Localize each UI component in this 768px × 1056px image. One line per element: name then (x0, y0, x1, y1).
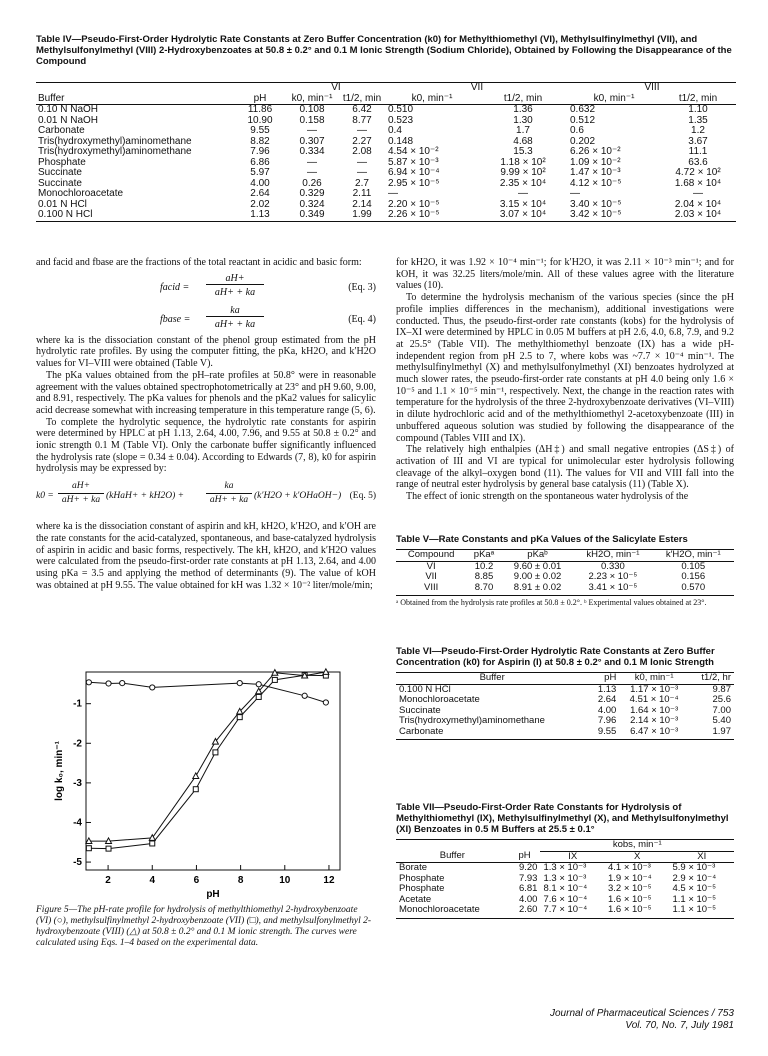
table4-cell: 8.82 (250, 135, 270, 147)
table5-block (396, 534, 734, 608)
point-circle (120, 680, 125, 685)
table4-cell: 1.10 (688, 104, 708, 115)
table7-header: Buffer (439, 850, 465, 862)
volume-info: Vol. 70, No. 7, July 1981 (625, 1020, 734, 1031)
table4-row (36, 105, 736, 116)
table4-cell: — (307, 167, 317, 178)
table6-caption: Table VI—Pseudo-First-Order Hydrolytic Rate Constants at Zero Buffer Concentration (k0) for Aspirin (I) at 50.8 ± 0.2° and 0.1 M Ionic Strength (396, 646, 715, 668)
table4-cell: — (357, 167, 367, 178)
y-tick-label: -1 (73, 698, 82, 710)
table4-group-viii: VIII (644, 82, 660, 93)
point-square (106, 846, 111, 851)
table4-cell: 0.6 (570, 125, 584, 136)
table4-cell: 0.10 N NaOH (38, 104, 99, 115)
table4-cell: 2.02 (250, 198, 270, 210)
y-tick-label: -3 (73, 777, 82, 789)
point-circle (256, 682, 261, 687)
table5-cell: 8.91 ± 0.02 (513, 581, 562, 593)
x-tick-label: 10 (279, 875, 291, 886)
table4-row (36, 126, 736, 137)
table4-cell: 0.100 N HCl (38, 209, 93, 220)
series-curve-triangle (89, 672, 326, 841)
point-square (272, 677, 277, 682)
table7-cell: 1.3 × 10⁻³ (543, 872, 587, 884)
point-circle (86, 680, 91, 685)
table4-cell: 4.00 (250, 177, 270, 189)
point-square (256, 694, 261, 699)
x-tick-label: 12 (323, 875, 335, 886)
left-paragraph-4: To complete the hydrolytic sequence, the hydrolytic rate constants for aspirin were determined by HPLC at pH 1.13, 2.64, 4.00, 7.96, and 9.55 at 50.8 ± 0.2° and ionic strength 0.1 M (Table VI). Only the carbonate buffer significantly influenced the hydrolysis rate (slope = 0.34 ± 0.04). According to Edwards (7, 8), k0 for aspirin hydrolysis may be expressed by: (36, 416, 376, 475)
x-tick-label: 4 (149, 875, 156, 886)
table5-cell: 0.105 (681, 560, 706, 572)
point-square (86, 846, 91, 851)
x-tick-label: 8 (237, 875, 244, 886)
table4-cell: 0.329 (299, 188, 325, 199)
table4-cell: 0.334 (299, 146, 325, 157)
table6-cell: 2.64 (597, 694, 617, 705)
table4-cell: 1.47 × 10⁻³ (570, 167, 621, 178)
table4-cell: 1.30 (513, 114, 533, 126)
table4-cell: 1.7 (516, 125, 530, 136)
table4-cell: 2.20 × 10⁻⁵ (388, 198, 440, 210)
left-paragraph-2: where ka is the dissociation constant of the phenol group estimated from the pH hydrolytic rate profiles. By using the computer fitting, the pKa, kH2O, and k′H2O values for VI–VIII were obtained (Table V). (36, 334, 376, 370)
table4-cell: — (693, 188, 703, 199)
table4-cell: — (307, 156, 317, 168)
table7-cell: 7.6 × 10⁻⁴ (543, 893, 588, 905)
table7-block (396, 802, 734, 919)
point-triangle (193, 773, 199, 779)
table4-cell: 2.03 × 10⁴ (674, 209, 722, 220)
table7-spanner: kobs, min⁻¹ (540, 840, 734, 852)
left-column (36, 257, 376, 591)
table6-cell: 4.51 × 10⁻⁴ (629, 694, 679, 705)
table5-cell: 3.41 × 10⁻⁵ (588, 581, 638, 593)
table7-header: XI (697, 850, 707, 862)
table5-header: Compound (407, 549, 455, 560)
table4-header: k0, min⁻¹ (291, 92, 333, 104)
table4-cell: 5.97 (250, 167, 270, 178)
table4-cell: 2.08 (352, 146, 372, 157)
x-tick-label: 2 (105, 875, 111, 886)
table4-cell: 0.01 N NaOH (38, 114, 99, 126)
table4-cell: 6.94 × 10⁻⁴ (388, 167, 440, 178)
table6-cell: Succinate (399, 704, 441, 716)
table6-cell: 0.100 N HCl (399, 683, 451, 695)
table4-cell: 11.1 (688, 146, 708, 157)
table4-cell: Carbonate (38, 125, 85, 136)
table4-row (36, 116, 736, 127)
table4-cell: 0.4 (388, 125, 402, 136)
table6-cell: 1.64 × 10⁻³ (630, 704, 679, 716)
table5-footnote: ᵃ Obtained from the hydrolysis rate profiles at 50.8 ± 0.2°. ᵇ Experimental values obtained at 23°. (396, 598, 707, 607)
table7-cell: 4.00 (518, 893, 538, 905)
table4-cell: 7.96 (250, 146, 270, 157)
table7-row (396, 884, 734, 895)
table4-header: k0, min⁻¹ (593, 92, 635, 104)
table5-cell: 8.85 (474, 571, 494, 582)
table4-cell: Succinate (38, 167, 82, 178)
table7 (396, 839, 734, 919)
table4-cell: Monochloroacetate (38, 188, 124, 199)
left-paragraph-1: and facid and fbase are the fractions of the total reactant in acidic and basic form: (36, 257, 362, 268)
table4-cell: 2.64 (250, 188, 270, 199)
point-circle (150, 685, 155, 690)
table7-cell: Monochloroacetate (399, 904, 480, 915)
table4-cell: 0.349 (299, 209, 325, 220)
table4-cell: 4.54 × 10⁻² (388, 146, 439, 157)
table4-group-vii: VII (470, 82, 484, 93)
left-paragraph-5: where ka is the dissociation constant of aspirin and kH, kH2O, k′H2O, and k′OH are the rate constants for the acid-catalyzed, spontaneous, and base-catalyzed hydrolysis of aspirin in acidic and basic forms, respectively. The kH, kH2O, and k′H2O values were calculated from the pseudo-first-order rate constants at pH 1.13, 2.64, and 4.00 using pKa = 3.5 and applying the method of determinants (9). The value of kOH was obtained at pH 9.55. The value obtained for kH was 1.32 × 10⁻² liter/mole/min; (36, 521, 376, 591)
table7-row (396, 905, 734, 916)
table4-cell: 3.67 (688, 135, 708, 147)
table7-cell: 1.1 × 10⁻⁵ (672, 893, 717, 905)
table4-cell: Phosphate (38, 156, 86, 168)
table4-cell: 3.15 × 10⁴ (499, 198, 547, 210)
table4-cell: 1.68 × 10⁴ (674, 177, 722, 189)
table4-cell: — (570, 188, 580, 199)
table4-cell: 1.35 (688, 114, 708, 126)
table4-cell: 1.18 × 10² (500, 156, 546, 168)
table4-cell: 1.2 (691, 125, 705, 136)
point-square (213, 750, 218, 755)
table4 (36, 82, 736, 224)
table4-cell: 2.95 × 10⁻⁵ (388, 177, 440, 189)
table6-cell: 5.40 (712, 715, 731, 726)
table4-cell: 2.04 × 10⁴ (674, 198, 722, 210)
x-axis-label: pH (206, 889, 220, 900)
table4-cell: 6.26 × 10⁻² (570, 146, 621, 157)
table7-cell: 4.5 × 10⁻⁵ (672, 883, 717, 894)
table7-cell: Phosphate (399, 872, 445, 884)
figure-5-chart (48, 664, 348, 902)
table5-cell: 0.570 (681, 581, 706, 593)
table4-row (36, 147, 736, 158)
table7-caption: Table VII—Pseudo-First-Order Rate Constants for Hydrolysis of Methylthiomethyl (IX), Methylsulfinylmethyl (X), and Methylsulfonylmethyl (XI) Benzoates in 0.5 M Buffers at 25.5 ± 0.1° (396, 802, 729, 835)
table4-header: t1/2, min (342, 92, 382, 104)
page-footer (550, 1008, 734, 1032)
table5-header: k′H2O, min⁻¹ (665, 549, 721, 560)
table6-row (396, 695, 734, 706)
table5 (396, 549, 734, 596)
equation-5: k0 = aH+ aH+ + ka (kHaH+ + kH2O) + ka aH+ + ka (k′H2O + k′OHaOH−) (Eq. 5) (36, 481, 376, 506)
table5-cell: 10.2 (474, 560, 494, 572)
table7-cell: 1.9 × 10⁻⁴ (607, 872, 652, 884)
table5-cell: 0.156 (681, 571, 706, 582)
table5-row (396, 583, 734, 594)
table4-cell: 0.108 (299, 104, 325, 115)
table4-cell: 0.523 (388, 114, 414, 126)
table4-cell: 1.36 (513, 104, 533, 115)
table5-cell: 9.00 ± 0.02 (513, 571, 562, 582)
table7-cell: 7.93 (518, 872, 538, 884)
point-square (237, 715, 242, 720)
table7-cell: 1.1 × 10⁻⁵ (672, 904, 717, 915)
table4-cell: 0.202 (570, 135, 596, 147)
table6-cell: 9.87 (712, 683, 731, 695)
table4-header: t1/2, min (678, 92, 718, 104)
table4-cell: — (357, 156, 367, 168)
right-paragraph-1: for kH2O, it was 1.92 × 10⁻⁴ min⁻¹; for k′H2O, it was 2.11 × 10⁻³ min⁻¹; and for kOH, it was 32.25 liters/mole/min. All of these values agree with the literature values (10). (396, 257, 734, 292)
table6-cell: 1.97 (712, 725, 731, 737)
table5-cell: VIII (424, 581, 439, 593)
table4-cell: — (307, 125, 317, 136)
table6-cell: 7.96 (597, 715, 617, 726)
table5-cell: 2.23 × 10⁻⁵ (588, 571, 638, 582)
table5-cell: 9.60 ± 0.01 (513, 560, 562, 572)
table4-cell: — (388, 188, 398, 199)
table4-cell: 4.72 × 10² (675, 167, 721, 178)
table6-row (396, 727, 734, 738)
right-paragraph-4: The effect of ionic strength on the spontaneous water hydrolysis of the (406, 491, 689, 503)
table4-cell: 0.324 (299, 198, 325, 210)
table6-cell: 7.00 (712, 704, 731, 716)
table4-cell: 9.99 × 10² (500, 167, 546, 178)
table7-cell: 2.9 × 10⁻⁴ (672, 872, 717, 884)
table4-row (36, 179, 736, 190)
table6-cell: Tris(hydroxymethyl)aminomethane (399, 715, 545, 726)
table7-cell: 6.81 (518, 883, 538, 894)
figure-5-caption: Figure 5—The pH-rate profile for hydrolysis of methylthiomethyl 2-hydroxybenzoate (VI) (○), methylsulfinylmethyl 2-hydroxybenzoate (VII) (□), and methylsulfonylmethyl 2-hydroxybenzoate (VIII) (△) at 50.8 ± 0.2° and 0.1 M ionic strength. The curves were calculated using Eqs. 1–4 based on the experimental data. (36, 905, 372, 948)
point-circle (106, 681, 111, 686)
table4-cell: 2.35 × 10⁴ (499, 177, 547, 189)
series-curve-circle (89, 682, 326, 702)
table5-cell: 0.330 (601, 560, 625, 572)
right-paragraph-3: The relatively high enthalpies (ΔH‡) and small negative entropies (ΔS‡) of activation of III and VI are typical for unimolecular ester hydrolysis following cleavage of the alkyl–oxygen bond (11). The values for VII and VIII fall into the range of neutral ester hydrolysis by general base catalysis (11) (Table X). (396, 444, 734, 491)
y-axis-label: log k₀, min⁻¹ (54, 741, 65, 801)
table4-cell: 5.87 × 10⁻³ (388, 156, 439, 168)
table4-cell: 9.55 (250, 125, 270, 136)
series-curve-square (89, 675, 326, 848)
table4-header: pH (253, 92, 267, 104)
table4-cell: — (357, 125, 367, 136)
table4-cell: 0.510 (388, 104, 414, 115)
table4-cell: 2.14 (352, 198, 372, 210)
table4-header: t1/2, min (503, 92, 543, 104)
table4-row (36, 210, 736, 221)
table4-cell: Tris(hydroxymethyl)aminomethane (38, 146, 192, 157)
table5-caption: Table V—Rate Constants and pKa Values of the Salicylate Esters (396, 534, 688, 545)
table7-cell: 1.3 × 10⁻³ (543, 862, 587, 873)
table4-cell: 0.158 (299, 114, 325, 126)
equation-4: fbase = ka aH+ + ka (Eq. 4) (160, 304, 376, 330)
table4-cell: 0.307 (299, 135, 325, 147)
table4-cell: 3.07 × 10⁴ (499, 209, 547, 220)
table4-cell: 0.148 (388, 135, 414, 147)
y-tick-label: -4 (73, 817, 82, 829)
table7-cell: Phosphate (399, 883, 445, 894)
table7-cell: Borate (399, 862, 427, 873)
table4-cell: 6.42 (352, 104, 372, 115)
table4-cell: 3.40 × 10⁻⁵ (570, 198, 622, 210)
table5-cell: VI (426, 560, 436, 572)
table4-cell: 8.77 (352, 114, 372, 126)
table6-cell: 4.00 (597, 704, 617, 716)
table6-cell: 25.6 (712, 694, 731, 705)
table4-cell: 11.86 (247, 104, 273, 115)
table4-cell: 10.90 (247, 114, 273, 126)
table7-cell: 4.1 × 10⁻³ (607, 862, 651, 873)
equation-3: facid = aH+ aH+ + ka (Eq. 3) (160, 272, 376, 298)
table4-cell: 2.7 (355, 177, 369, 189)
table4-cell: 0.512 (570, 114, 596, 126)
table7-cell: 1.6 × 10⁻⁵ (607, 904, 652, 915)
y-tick-label: -2 (73, 738, 82, 750)
table4-cell: 6.86 (250, 156, 270, 168)
table5-header: pKaᵃ (473, 549, 495, 560)
point-square (150, 841, 155, 846)
table4-cell: 1.13 (250, 209, 270, 220)
table4-caption: Table IV—Pseudo-First-Order Hydrolytic Rate Constants at Zero Buffer Concentration (k0) for Methylthiomethyl (VI), Methylsulfinylmethyl (VII), and Methylsulfonylmethyl (VIII) 2-Hydroxybenzoates at 50.8 ± 0.2° and 0.1 M Ionic Strength (Sodium Chloride), Obtained by Following the Disappearance of the Compound (36, 34, 732, 67)
point-circle (237, 680, 242, 685)
table6-cell: 2.14 × 10⁻³ (630, 715, 679, 726)
table5-cell: 8.70 (474, 581, 494, 593)
y-tick-label: -5 (73, 857, 82, 869)
left-paragraph-3: The pKa values obtained from the pH–rate profiles at 50.8° were in reasonable agreement with the values obtained spectrophotometrically at 23° and pH 9.60, 9.00, and 8.91, respectively. The pKa values for phenols and the pKa2 values for salicylic acid decrease somewhat with increasing temperature in this temperature range (5, 6). (36, 369, 376, 416)
point-circle (302, 693, 307, 698)
table5-row (396, 572, 734, 583)
table6-cell: 6.47 × 10⁻³ (630, 725, 679, 737)
table4-row (36, 158, 736, 169)
table7-cell: Acetate (399, 893, 432, 905)
table6-header: Buffer (479, 672, 505, 683)
table6-header: pH (604, 672, 617, 683)
table4-cell: 1.99 (352, 209, 372, 220)
table4-cell: 3.42 × 10⁻⁵ (570, 209, 622, 220)
point-square (193, 787, 198, 792)
table4-cell: Succinate (38, 177, 82, 189)
right-column (396, 257, 734, 503)
table7-cell: 5.9 × 10⁻³ (672, 862, 716, 873)
table6-cell: 1.17 × 10⁻³ (630, 683, 679, 695)
table4-header: k0, min⁻¹ (411, 92, 453, 104)
x-tick-label: 6 (193, 875, 200, 886)
table7-header: pH (518, 850, 531, 862)
table7-header: X (634, 850, 641, 862)
table7-cell: 1.6 × 10⁻⁵ (607, 893, 652, 905)
table6 (396, 672, 734, 740)
right-paragraph-2: To determine the hydrolysis mechanism of the various species (since the pH profile implies differences in the mechanism), additional investigations were conducted. Thus, the pseudo-first-order rate constants (kobs) for the hydrolysis of IX–XI were determined by HPLC in 0.05 M buffers at pH 2.6, 4.0, 6.8, 7.9, and 9.2 at 25.5° (Table VII). The methylthiomethyl benzoate (IX) has a wide pH-independent region from pH 2.5 to 7, where kobs was ~7.7 × 10⁻⁴ min⁻¹. The methylsulfinylmethyl (X) and methylsulfonylmethyl (XI) benzoates hydrolyzed at much slower rates, the pseudo-first-order rate constants at pH 4.0 being only 1.6 × 10⁻⁵ and 1.1 × 10⁻⁵ min⁻¹, respectively. Next, the change in the reaction rates with temperature for the hydrolysis of the three 2-hydroxybenzoate derivatives (VI–VIII) in dilute hydrochloric acid and of the methylthiomethyl 2-acetoxybenzoate (III) in unbuffered aqueous solution was studied by following the disappearance of the compound (Tables VIII and IX). (396, 292, 734, 444)
table4-cell: 2.27 (352, 135, 372, 147)
table7-cell: 7.7 × 10⁻⁴ (543, 904, 588, 915)
table4-cell: 0.01 N HCl (38, 198, 87, 210)
table4-row (36, 168, 736, 179)
point-circle (323, 700, 328, 705)
table4-cell: 4.12 × 10⁻⁵ (570, 177, 622, 189)
figure-5 (48, 664, 348, 902)
table6-cell: 1.13 (597, 683, 617, 695)
table6-cell: Carbonate (399, 725, 444, 737)
table4-group-vi: VI (331, 82, 341, 93)
table7-header: IX (568, 850, 578, 862)
table4-cell: 15.3 (513, 146, 533, 157)
table7-cell: 9.20 (518, 862, 538, 873)
table4-cell: 2.11 (352, 188, 372, 199)
table4-cell: 4.68 (513, 135, 533, 147)
table6-cell: 9.55 (597, 725, 617, 737)
table4-cell: — (518, 188, 528, 199)
table4-cell: 2.26 × 10⁻⁵ (388, 209, 440, 220)
table4-row (36, 189, 736, 200)
table4-cell: 0.632 (570, 104, 596, 115)
table5-header: pKaᵇ (527, 549, 548, 560)
table4-cell: 1.09 × 10⁻² (570, 156, 621, 168)
table5-cell: VII (425, 571, 437, 582)
table4-cell: 63.6 (688, 156, 708, 168)
table7-cell: 8.1 × 10⁻⁴ (543, 883, 588, 894)
table7-cell: 2.60 (518, 904, 538, 915)
table4-header: Buffer (38, 92, 65, 104)
table7-row (396, 863, 734, 874)
table6-cell: Monochloroacetate (399, 694, 480, 705)
journal-and-page: Journal of Pharmaceutical Sciences / 753 (550, 1008, 734, 1019)
table6-header: k0, min⁻¹ (634, 672, 674, 683)
table6-row (396, 716, 734, 727)
table4-cell: Tris(hydroxymethyl)aminomethane (38, 135, 192, 147)
table6-header: t1/2, hr (701, 672, 731, 683)
table5-header: kH2O, min⁻¹ (586, 549, 640, 560)
table4-cell: 0.26 (302, 177, 322, 189)
table7-cell: 3.2 × 10⁻⁵ (607, 883, 652, 894)
table6-block (396, 646, 734, 740)
table4-row (36, 200, 736, 211)
